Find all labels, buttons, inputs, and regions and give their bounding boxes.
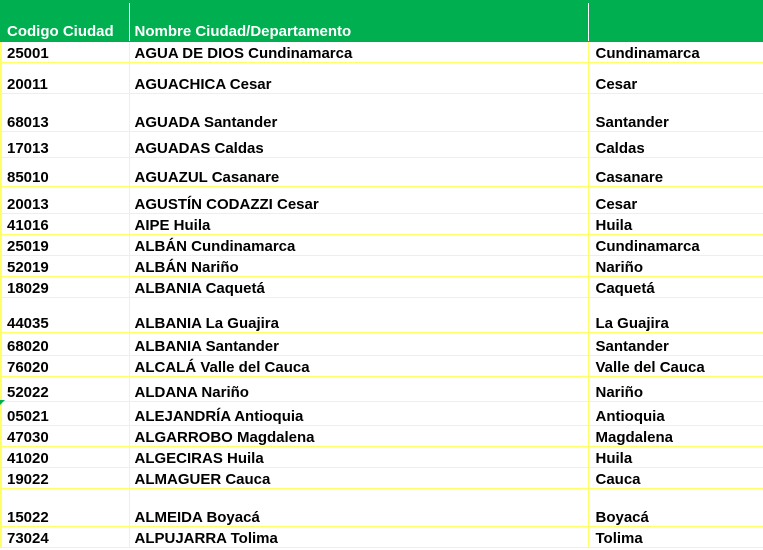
city-code-cell[interactable]: 52019: [1, 256, 129, 277]
city-name-cell[interactable]: ALBANIA Santander: [129, 333, 588, 356]
city-name-cell[interactable]: ALBÁN Cundinamarca: [129, 235, 588, 256]
department-cell[interactable]: Caquetá: [588, 277, 763, 298]
city-name-cell[interactable]: ALDANA Nariño: [129, 377, 588, 402]
city-name-cell[interactable]: ALPUJARRA Tolima: [129, 527, 588, 548]
city-name-cell[interactable]: AGUA DE DIOS Cundinamarca: [129, 42, 588, 63]
department-cell[interactable]: Valle del Cauca: [588, 356, 763, 377]
table-row: [1, 158, 763, 187]
city-name-cell[interactable]: AGUSTÍN CODAZZI Cesar: [129, 187, 588, 214]
header-row: [1, 2, 763, 42]
table-row: [1, 356, 763, 377]
department-cell[interactable]: Cauca: [588, 468, 763, 489]
department-cell[interactable]: La Guajira: [588, 298, 763, 333]
table-row: [1, 256, 763, 277]
department-cell[interactable]: Antioquia: [588, 402, 763, 426]
city-name-cell[interactable]: ALCALÁ Valle del Cauca: [129, 356, 588, 377]
department-cell[interactable]: Caldas: [588, 132, 763, 158]
department-cell[interactable]: Cesar: [588, 187, 763, 214]
city-code-cell[interactable]: 05021: [1, 402, 129, 426]
city-code-cell[interactable]: 44035: [1, 298, 129, 333]
city-code-cell[interactable]: 85010: [1, 158, 129, 187]
table-row: [1, 298, 763, 333]
table-row: [1, 94, 763, 132]
table-row: [1, 333, 763, 356]
department-cell[interactable]: Huila: [588, 447, 763, 468]
city-name-cell[interactable]: ALBANIA Caquetá: [129, 277, 588, 298]
department-cell[interactable]: Santander: [588, 94, 763, 132]
city-name-cell[interactable]: ALBANIA La Guajira: [129, 298, 588, 333]
table-row: [1, 132, 763, 158]
city-code-cell[interactable]: 52022: [1, 377, 129, 402]
city-name-cell[interactable]: ALMEIDA Boyacá: [129, 489, 588, 527]
city-code-cell[interactable]: 73024: [1, 527, 129, 548]
department-cell[interactable]: Santander: [588, 333, 763, 356]
table-row: [1, 468, 763, 489]
city-code-cell[interactable]: 17013: [1, 132, 129, 158]
department-cell[interactable]: Nariño: [588, 256, 763, 277]
department-cell[interactable]: Cesar: [588, 63, 763, 94]
department-cell[interactable]: Cundinamarca: [588, 235, 763, 256]
table-row: [1, 42, 763, 63]
table-row: [1, 277, 763, 298]
table-row: [1, 447, 763, 468]
city-code-cell[interactable]: 25019: [1, 235, 129, 256]
department-cell[interactable]: Huila: [588, 214, 763, 235]
city-code-cell[interactable]: 76020: [1, 356, 129, 377]
city-code-cell[interactable]: 20013: [1, 187, 129, 214]
table-row: [1, 527, 763, 548]
table-row: [1, 235, 763, 256]
city-code-cell[interactable]: 41020: [1, 447, 129, 468]
city-name-cell[interactable]: AGUACHICA Cesar: [129, 63, 588, 94]
city-code-cell[interactable]: 15022: [1, 489, 129, 527]
city-code-cell[interactable]: 18029: [1, 277, 129, 298]
city-name-cell[interactable]: ALMAGUER Cauca: [129, 468, 588, 489]
header-nombre-ciudad[interactable]: Nombre Ciudad/Departamento: [129, 2, 588, 42]
department-cell[interactable]: Casanare: [588, 158, 763, 187]
city-name-cell[interactable]: ALBÁN Nariño: [129, 256, 588, 277]
city-code-cell[interactable]: 68013: [1, 94, 129, 132]
header-departamento[interactable]: [588, 2, 763, 42]
city-name-cell[interactable]: AGUAZUL Casanare: [129, 158, 588, 187]
department-cell[interactable]: Nariño: [588, 377, 763, 402]
city-name-cell[interactable]: ALGECIRAS Huila: [129, 447, 588, 468]
city-code-cell[interactable]: 47030: [1, 426, 129, 447]
department-cell[interactable]: Tolima: [588, 527, 763, 548]
table-row: [1, 214, 763, 235]
department-cell[interactable]: Cundinamarca: [588, 42, 763, 63]
table-row: [1, 63, 763, 94]
department-cell[interactable]: Magdalena: [588, 426, 763, 447]
city-name-cell[interactable]: AIPE Huila: [129, 214, 588, 235]
city-name-cell[interactable]: ALGARROBO Magdalena: [129, 426, 588, 447]
table-row: [1, 402, 763, 426]
table-body: [1, 42, 763, 548]
city-code-cell[interactable]: 25001: [1, 42, 129, 63]
city-code-cell[interactable]: 20011: [1, 63, 129, 94]
city-code-cell[interactable]: 41016: [1, 214, 129, 235]
city-name-cell[interactable]: AGUADAS Caldas: [129, 132, 588, 158]
table-row: [1, 187, 763, 214]
header-codigo-ciudad[interactable]: Codigo Ciudad: [1, 2, 129, 42]
city-name-cell[interactable]: ALEJANDRÍA Antioquia: [129, 402, 588, 426]
city-name-cell[interactable]: AGUADA Santander: [129, 94, 588, 132]
table-row: [1, 426, 763, 447]
table-row: [1, 489, 763, 527]
cell-error-indicator-icon: [0, 400, 5, 405]
department-cell[interactable]: Boyacá: [588, 489, 763, 527]
city-code-cell[interactable]: 68020: [1, 333, 129, 356]
table-row: [1, 377, 763, 402]
city-code-cell[interactable]: 19022: [1, 468, 129, 489]
